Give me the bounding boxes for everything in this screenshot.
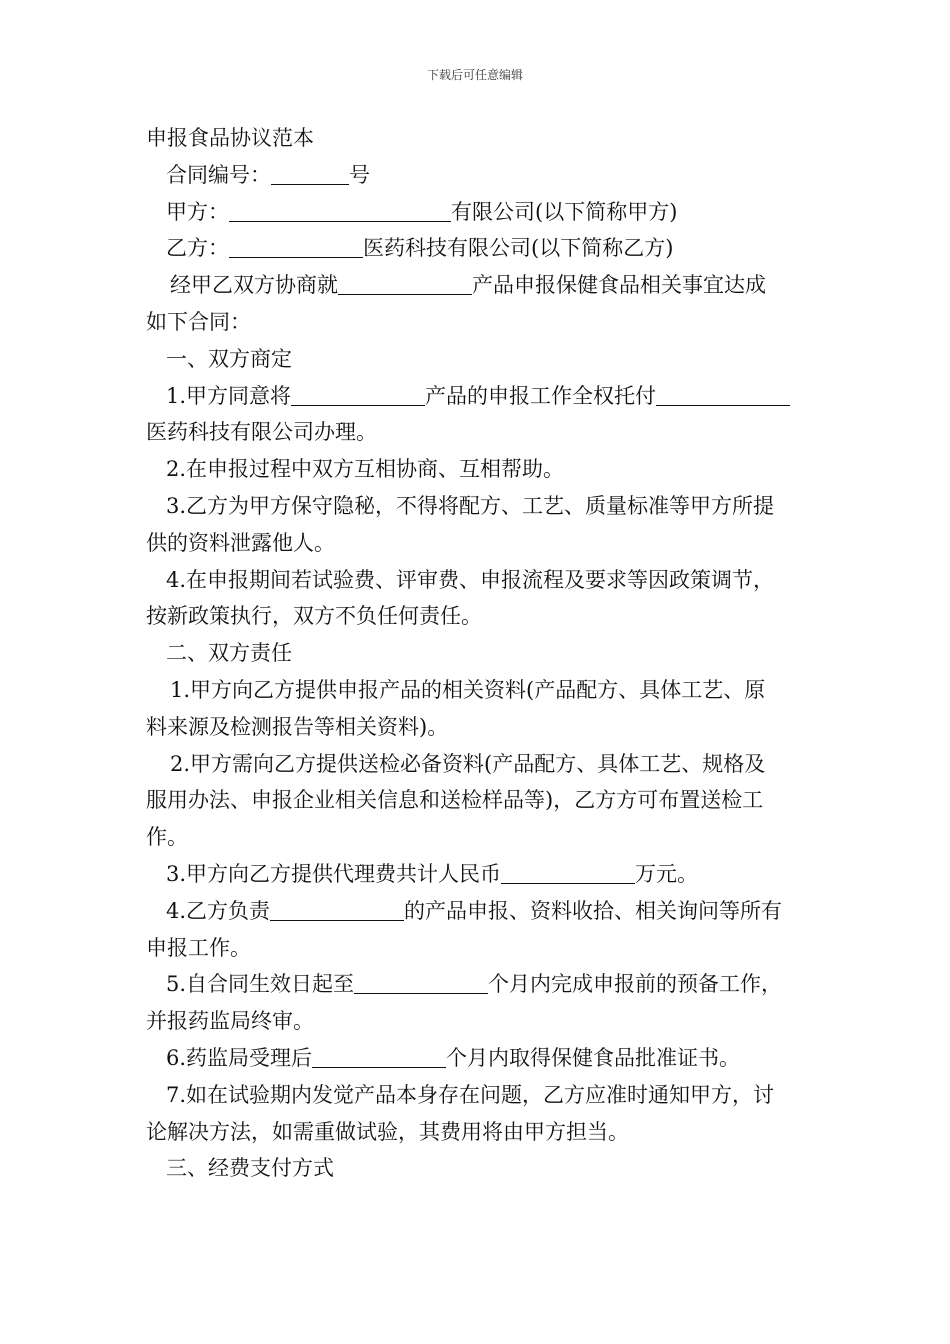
clause-1-3-line-2: 供的资料泄露他人。 — [146, 530, 335, 555]
clause-2-1-line-1: 1.甲方向乙方提供申报产品的相关资料(产品配方、具体工艺、原 — [170, 677, 766, 702]
section-3-title: 三、经费支付方式 — [166, 1156, 334, 1181]
clause-2-6 — [146, 1040, 810, 1077]
clause-1-1-agent-blank — [656, 384, 790, 406]
section-1-title: 一、双方商定 — [166, 346, 292, 371]
clause-2-1-line-2: 料来源及检测报告等相关资料)。 — [146, 714, 449, 739]
clause-1-4-line-2: 按新政策执行，双方不负任何责任。 — [146, 604, 482, 629]
document-title: 申报食品协议范本 — [146, 126, 314, 150]
party-b-line — [146, 230, 810, 267]
clause-2-5-months-blank — [354, 972, 488, 994]
clause-2-4-line-1 — [146, 893, 810, 930]
clause-2-2-line-3: 作。 — [146, 825, 188, 850]
section-2-title: 二、双方责任 — [166, 641, 292, 666]
contract-number-label: 合同编号： — [166, 162, 271, 187]
clause-1-1-product-blank — [291, 384, 425, 406]
clause-1-4-line-1: 4.在申报期间若试验费、评审费、申报流程及要求等因政策调节， — [166, 567, 775, 592]
clause-1-3-line-1: 3.乙方为甲方保守隐秘，不得将配方、工艺、质量标准等甲方所提 — [166, 493, 775, 518]
clause-2-6-text-a: 6.药监局受理后 — [166, 1045, 313, 1070]
clause-2-3-text-a: 3.甲方向乙方提供代理费共计人民币 — [166, 861, 502, 886]
clause-2-5-text-a: 5.自合同生效日起至 — [166, 972, 355, 997]
intro-product-blank — [338, 273, 472, 295]
clause-2-4-product-blank — [270, 899, 404, 921]
intro-text-b: 产品申报保健食品相关事宜达成 — [472, 273, 766, 298]
party-a-line — [146, 194, 810, 231]
clause-1-1-line-1 — [146, 378, 810, 415]
party-a-label: 甲方： — [166, 199, 229, 224]
clause-2-6-text-b: 个月内取得保健食品批准证书。 — [446, 1045, 741, 1070]
clause-2-2-line-2: 服用办法、申报企业相关信息和送检样品等)，乙方方可布置送检工 — [146, 788, 764, 813]
clause-2-3-text-b: 万元。 — [635, 861, 699, 886]
clause-2-5-line-2: 并报药监局终审。 — [146, 1009, 314, 1034]
clause-2-6-months-blank — [312, 1046, 446, 1068]
clause-1-2: 2.在申报过程中双方互相协商、互相帮助。 — [166, 457, 565, 482]
contract-number-suffix: 号 — [349, 162, 370, 187]
party-a-blank — [229, 200, 451, 222]
party-a-suffix: 有限公司(以下简称甲方) — [451, 199, 678, 224]
clause-2-4-text-b: 的产品申报、资料收拾、相关询问等所有 — [404, 898, 783, 923]
clause-2-4-line-2: 申报工作。 — [146, 935, 251, 960]
page-header: 下载后可任意编辑 — [426, 68, 523, 82]
clause-2-3-amount-blank — [501, 862, 635, 884]
clause-2-4-text-a: 4.乙方负责 — [166, 898, 271, 923]
clause-2-7-line-1: 7.如在试验期内发觉产品本身存在问题，乙方应准时通知甲方，讨 — [166, 1082, 775, 1107]
party-b-blank — [229, 236, 363, 258]
clause-2-7-line-2: 论解决方法，如需重做试验，其费用将由甲方担当。 — [146, 1119, 629, 1144]
clause-1-1-text-a: 1.甲方同意将 — [166, 383, 292, 408]
party-b-suffix: 医药科技有限公司(以下简称乙方) — [363, 236, 674, 261]
clause-1-1-text-b: 产品的申报工作全权托付 — [425, 383, 657, 408]
clause-2-5-text-b: 个月内完成申报前的预备工作， — [488, 972, 783, 997]
clause-2-3 — [146, 856, 810, 893]
clause-2-2-line-1: 2.甲方需向乙方提供送检必备资料(产品配方、具体工艺、规格及 — [170, 751, 766, 776]
intro-line-2: 如下合同： — [146, 309, 251, 334]
intro-line-1 — [146, 267, 810, 304]
clause-1-1-line-2: 医药科技有限公司办理。 — [146, 420, 377, 445]
party-b-label: 乙方： — [166, 236, 229, 261]
contract-number-blank — [271, 163, 349, 185]
intro-text-a: 经甲乙双方协商就 — [170, 273, 338, 298]
contract-number-line — [146, 157, 810, 194]
clause-2-5-line-1 — [146, 966, 810, 1003]
document-body — [146, 120, 810, 1187]
